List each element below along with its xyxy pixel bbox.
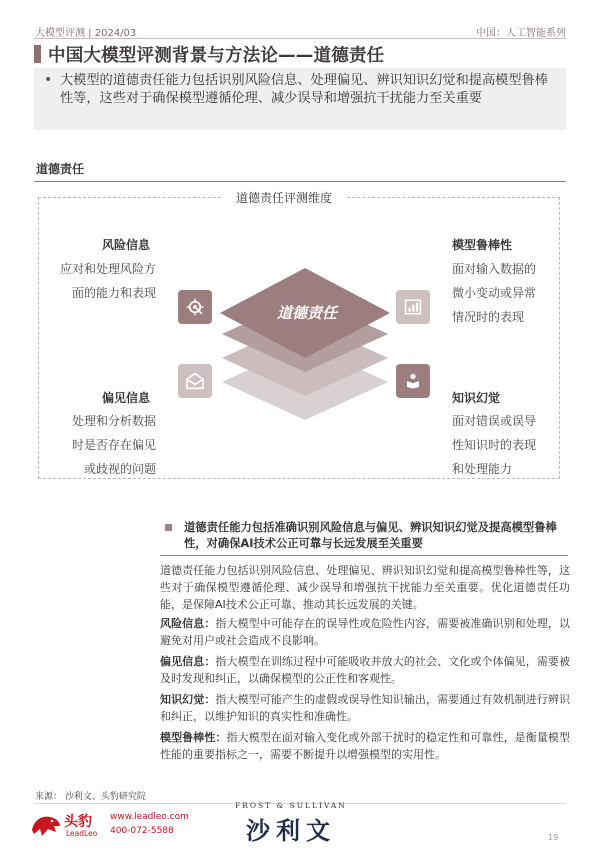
layered-diamond: [210, 258, 400, 438]
dimension-risk-name: 风险信息: [102, 238, 151, 252]
dimension-hallucination-desc-line: 面对错误或误导: [452, 414, 537, 428]
summary-bullet: •: [44, 72, 53, 88]
dimension-bias-desc-line: 处理和分析数据: [71, 414, 156, 428]
frost-sullivan-logo-en: FROST & SULLIVAN: [235, 801, 347, 810]
detail-divider: [160, 555, 568, 556]
page-title: 中国大模型评测背景与方法论——道德责任: [48, 46, 385, 66]
diagram-title: 道德责任评测维度: [222, 189, 346, 206]
dimension-robust-name: 模型鲁棒性: [452, 238, 513, 252]
dimension-risk-desc-line: 应对和处理风险方: [59, 262, 156, 276]
frost-sullivan-logo-cn: 沙利文: [246, 817, 336, 845]
dimension-robust-desc-line: 面对输入数据的: [452, 262, 537, 276]
source-note: 来源： 沙利文、头豹研究院: [35, 792, 146, 802]
leadleo-logo-en: LeadLeo: [66, 829, 98, 838]
detail-item-text: 指大模型可能产生的虚假或误导性知识输出，需要通过有效机制进行辨识和纠正，以维护知识的真实性和准确性。: [160, 693, 571, 723]
diagram-center-label: 道德责任: [276, 304, 337, 322]
detail-item-risk: [160, 615, 570, 649]
dimension-bias-desc-line: 时是否存在偏见: [71, 438, 156, 452]
detail-item-term: 模型鲁棒性：: [160, 731, 227, 744]
section-title: 道德责任: [36, 162, 85, 176]
dimension-robust-desc: [452, 257, 562, 329]
dimension-hallucination-desc: [452, 409, 562, 481]
detail-item-bias: [160, 653, 570, 687]
leadleo-website[interactable]: www.leadleo.com: [110, 812, 189, 822]
page-number: 19: [548, 833, 559, 842]
section-divider: [34, 181, 566, 182]
gear-icon: [178, 290, 212, 324]
detail-item-text: 指大模型在训练过程中可能吸收并放大的社会、文化或个体偏见，需要被及时发现和纠正，以确保模型的公正性和客观性。: [160, 655, 571, 685]
bar-chart-icon: [396, 290, 430, 324]
dimension-robust-desc-line: 微小变动或异常: [452, 286, 537, 300]
dimension-hallucination-desc-line: 性知识时的表现: [452, 438, 537, 452]
leadleo-logo-cn: 头豹: [64, 814, 92, 830]
detail-item-text: 指大模型在面对输入变化或外部干扰时的稳定性和可靠性，是衡量模型性能的重要指标之一，需要不断提升以增强模型的实用性。: [160, 731, 570, 761]
detail-heading: 道德责任能力包括准确识别风险信息与偏见、辨识知识幻觉及提高模型鲁棒性，对确保AI技术公正可靠与长远发展至关重要: [184, 521, 557, 550]
detail-item-hallucination: [160, 691, 570, 725]
dimension-hallucination-desc-line: 和处理能力: [452, 462, 513, 476]
detail-heading-marker: [165, 524, 172, 531]
dimension-risk-desc-line: 面的能力和表现: [71, 286, 156, 300]
dimension-bias-desc-line: 或歧视的问题: [83, 462, 156, 476]
dimension-risk-desc: [49, 257, 156, 305]
dimension-hallucination-name: 知识幻觉: [452, 391, 501, 405]
dimension-bias-desc: [49, 409, 156, 481]
dimension-robust-desc-line: 情况时的表现: [452, 310, 525, 324]
detail-intro: 道德责任能力包括识别风险信息、处理偏见、辨识知识幻觉和提高模型鲁棒性等，这些对于确保模型遵循伦理、减少误导和增强抗干扰能力至关重要。优化道德责任功能，是保障AI技术公正可靠、推动其长远发展的关键。: [160, 564, 570, 611]
detail-item-term: 偏见信息：: [160, 655, 216, 668]
mail-icon: [178, 364, 212, 398]
summary-text: 大模型的道德责任能力包括识别风险信息、处理偏见、辨识知识幻觉和提高模型鲁棒性等，这些对于确保模型遵循伦理、减少误导和增强抗干扰能力至关重要: [60, 73, 548, 106]
header-divider: [34, 38, 566, 39]
detail-item-term: 知识幻觉：: [160, 693, 216, 706]
header-left-label: 大模型评测 | 2024/03: [35, 28, 137, 39]
leadleo-logo-icon: [30, 812, 62, 838]
detail-item-term: 风险信息：: [160, 617, 216, 630]
leadleo-phone: 400-072-5588: [110, 826, 174, 836]
reader-icon: [396, 364, 430, 398]
title-accent-bar: [34, 45, 41, 63]
header-right-label: 中国：人工智能系列: [476, 28, 566, 39]
dimension-bias-name: 偏见信息: [102, 391, 151, 405]
detail-item-robust: [160, 729, 570, 763]
detail-item-text: 指大模型中可能存在的误导性或危险性内容，需要被准确识别和处理，以避免对用户或社会造成不良影响。: [160, 617, 571, 647]
